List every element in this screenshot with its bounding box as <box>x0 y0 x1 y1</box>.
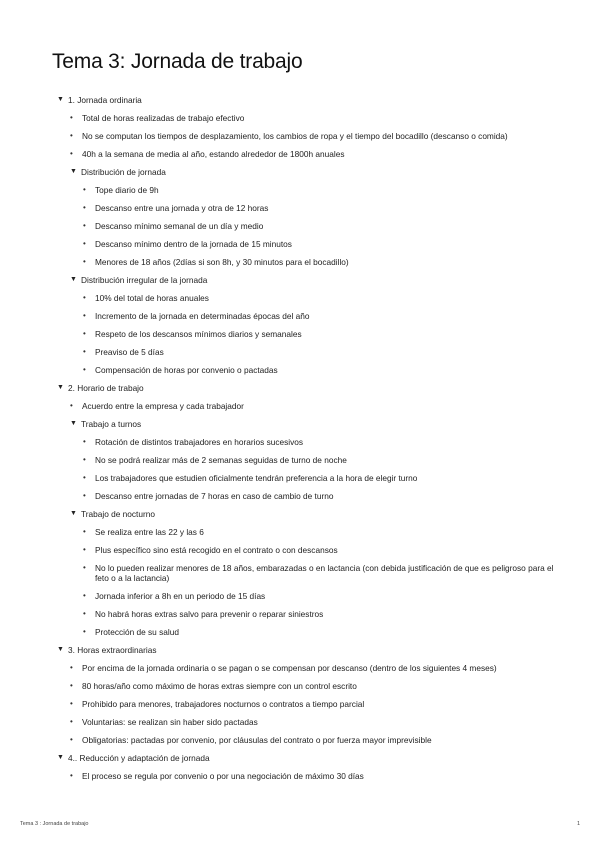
toggle-label: 1. Jornada ordinaria <box>68 95 142 105</box>
list-item <box>83 433 557 451</box>
toggle-children <box>70 289 557 379</box>
list-item <box>83 235 557 253</box>
list-item <box>83 361 557 379</box>
bullet-dot-icon: • <box>83 365 86 374</box>
toggle-header[interactable] <box>57 749 557 767</box>
list-item <box>70 713 557 731</box>
bullet-dot-icon: • <box>70 735 73 744</box>
list-item <box>70 145 557 163</box>
triangle-down-icon[interactable]: ▼ <box>57 646 64 653</box>
bullet-dot-icon: • <box>83 545 86 554</box>
bullet-dot-icon: • <box>70 663 73 672</box>
toggle-children <box>70 523 557 641</box>
bullet-dot-icon: • <box>83 491 86 500</box>
list-item-text: Obligatorias: pactadas por convenio, por cláusulas del contrato o por fuerza mayor imprevisible <box>82 735 432 745</box>
list-item-text: Descanso mínimo semanal de un día y medio <box>95 221 264 231</box>
bullet-dot-icon: • <box>70 717 73 726</box>
list-item <box>70 659 557 677</box>
toggle-label: Distribución de jornada <box>81 167 166 177</box>
list-item <box>83 587 557 605</box>
list-item <box>83 199 557 217</box>
list-item-text: 10% del total de horas anuales <box>95 293 209 303</box>
toggle-block <box>57 91 557 379</box>
toggle-children <box>57 767 557 785</box>
list-item-text: Prohibido para menores, trabajadores nocturnos o contratos a tiempo parcial <box>82 699 365 709</box>
toggle-block <box>70 271 557 379</box>
triangle-down-icon[interactable]: ▼ <box>70 420 77 427</box>
toggle-block <box>57 641 557 749</box>
list-item-text: Menores de 18 años (2días si son 8h, y 30 minutos para el bocadillo) <box>95 257 349 267</box>
toggle-block <box>70 505 557 641</box>
toggle-label: 2. Horario de trabajo <box>68 383 144 393</box>
bullet-dot-icon: • <box>83 473 86 482</box>
bullet-dot-icon: • <box>70 699 73 708</box>
bullet-dot-icon: • <box>83 239 86 248</box>
bullet-dot-icon: • <box>83 591 86 600</box>
list-item-text: No habrá horas extras salvo para prevenir o reparar siniestros <box>95 609 324 619</box>
bullet-dot-icon: • <box>83 527 86 536</box>
list-item <box>83 217 557 235</box>
toggle-children <box>57 109 557 379</box>
list-item <box>83 325 557 343</box>
triangle-down-icon[interactable]: ▼ <box>57 384 64 391</box>
list-item <box>83 343 557 361</box>
bullet-dot-icon: • <box>70 113 73 122</box>
list-item <box>83 541 557 559</box>
bullet-dot-icon: • <box>83 311 86 320</box>
bullet-dot-icon: • <box>70 401 73 410</box>
toggle-label: Trabajo a turnos <box>81 419 142 429</box>
list-item <box>70 677 557 695</box>
list-item <box>83 181 557 199</box>
toggle-label: Distribución irregular de la jornada <box>81 275 208 285</box>
list-item <box>70 109 557 127</box>
toggle-header[interactable] <box>70 163 557 181</box>
list-item <box>83 487 557 505</box>
toggle-children <box>70 433 557 505</box>
toggle-children <box>70 181 557 271</box>
bullet-dot-icon: • <box>83 185 86 194</box>
bullet-dot-icon: • <box>83 455 86 464</box>
toggle-block <box>70 415 557 505</box>
toggle-header[interactable] <box>57 379 557 397</box>
triangle-down-icon[interactable]: ▼ <box>70 276 77 283</box>
list-item-text: 80 horas/año como máximo de horas extras siempre con un control escrito <box>82 681 357 691</box>
list-item-text: No se podrá realizar más de 2 semanas seguidas de turno de noche <box>95 455 347 465</box>
toggle-label: Trabajo de nocturno <box>81 509 155 519</box>
toggle-children <box>57 659 557 749</box>
footer-title: Tema 3 : Jornada de trabajo <box>20 821 89 827</box>
list-item <box>83 623 557 641</box>
bullet-dot-icon: • <box>70 681 73 690</box>
list-item-text: Compensación de horas por convenio o pactadas <box>95 365 278 375</box>
list-item-text: Respeto de los descansos mínimos diarios y semanales <box>95 329 302 339</box>
list-item <box>83 469 557 487</box>
list-item <box>70 767 557 785</box>
toggle-block <box>57 749 557 785</box>
list-item-text: Por encima de la jornada ordinaria o se pagan o se compensan por descanso (dentro de los siguientes 4 meses) <box>82 663 497 673</box>
bullet-dot-icon: • <box>83 203 86 212</box>
list-item <box>83 559 557 587</box>
triangle-down-icon[interactable]: ▼ <box>57 96 64 103</box>
list-item <box>70 127 557 145</box>
toggle-header[interactable] <box>57 641 557 659</box>
list-item <box>83 605 557 623</box>
list-item <box>83 289 557 307</box>
toggle-header[interactable] <box>70 415 557 433</box>
list-item-text: Total de horas realizadas de trabajo efectivo <box>82 113 245 123</box>
triangle-down-icon[interactable]: ▼ <box>57 754 64 761</box>
toggle-block <box>57 379 557 641</box>
list-item <box>70 397 557 415</box>
list-item-text: Incremento de la jornada en determinadas épocas del año <box>95 311 310 321</box>
list-item-text: Se realiza entre las 22 y las 6 <box>95 527 204 537</box>
bullet-dot-icon: • <box>83 609 86 618</box>
list-item-text: Descanso entre una jornada y otra de 12 horas <box>95 203 269 213</box>
triangle-down-icon[interactable]: ▼ <box>70 168 77 175</box>
bullet-dot-icon: • <box>83 329 86 338</box>
list-item <box>83 451 557 469</box>
bullet-dot-icon: • <box>70 771 73 780</box>
list-item <box>83 523 557 541</box>
list-item-text: Voluntarias: se realizan sin haber sido pactadas <box>82 717 258 727</box>
bullet-dot-icon: • <box>83 563 86 572</box>
list-item-text: El proceso se regula por convenio o por una negociación de máximo 30 días <box>82 771 364 781</box>
outline <box>57 91 557 785</box>
list-item-text: Tope diario de 9h <box>95 185 159 195</box>
bullet-dot-icon: • <box>83 221 86 230</box>
toggle-label: 4.. Reducción y adaptación de jornada <box>68 753 210 763</box>
bullet-dot-icon: • <box>83 347 86 356</box>
list-item-text: Rotación de distintos trabajadores en horarios sucesivos <box>95 437 303 447</box>
triangle-down-icon[interactable]: ▼ <box>70 510 77 517</box>
toggle-header[interactable] <box>70 505 557 523</box>
bullet-dot-icon: • <box>83 293 86 302</box>
list-item-text: Descanso mínimo dentro de la jornada de 15 minutos <box>95 239 292 249</box>
bullet-dot-icon: • <box>70 131 73 140</box>
list-item-text: Protección de su salud <box>95 627 179 637</box>
bullet-dot-icon: • <box>83 257 86 266</box>
list-item-text: No se computan los tiempos de desplazamiento, los cambios de ropa y el tiempo del bocadillo (descanso o comida) <box>82 131 508 141</box>
list-item <box>83 307 557 325</box>
list-item <box>70 695 557 713</box>
list-item-text: Los trabajadores que estudien oficialmente tendrán preferencia a la hora de elegir turno <box>95 473 418 483</box>
list-item <box>70 731 557 749</box>
bullet-dot-icon: • <box>83 627 86 636</box>
bullet-dot-icon: • <box>83 437 86 446</box>
toggle-children <box>57 397 557 641</box>
page-number: 1 <box>576 821 580 827</box>
toggle-block <box>70 163 557 271</box>
list-item-text: 40h a la semana de media al año, estando alrededor de 1800h anuales <box>82 149 345 159</box>
list-item-text: Preaviso de 5 días <box>95 347 164 357</box>
list-item-text: Plus específico sino está recogido en el contrato o con descansos <box>95 545 338 555</box>
list-item-text: Descanso entre jornadas de 7 horas en caso de cambio de turno <box>95 491 334 501</box>
bullet-dot-icon: • <box>70 149 73 158</box>
list-item-text: Jornada inferior a 8h en un periodo de 15 días <box>95 591 266 601</box>
toggle-header[interactable] <box>57 91 557 109</box>
toggle-label: 3. Horas extraordinarias <box>68 645 157 655</box>
toggle-header[interactable] <box>70 271 557 289</box>
list-item-text: Acuerdo entre la empresa y cada trabajador <box>82 401 244 411</box>
list-item-text: No lo pueden realizar menores de 18 años, embarazadas o en lactancia (con debida justificación de que es peligroso para el feto o a la lactancia) <box>95 563 554 583</box>
page-title: Tema 3: Jornada de trabajo <box>52 50 303 73</box>
list-item <box>83 253 557 271</box>
